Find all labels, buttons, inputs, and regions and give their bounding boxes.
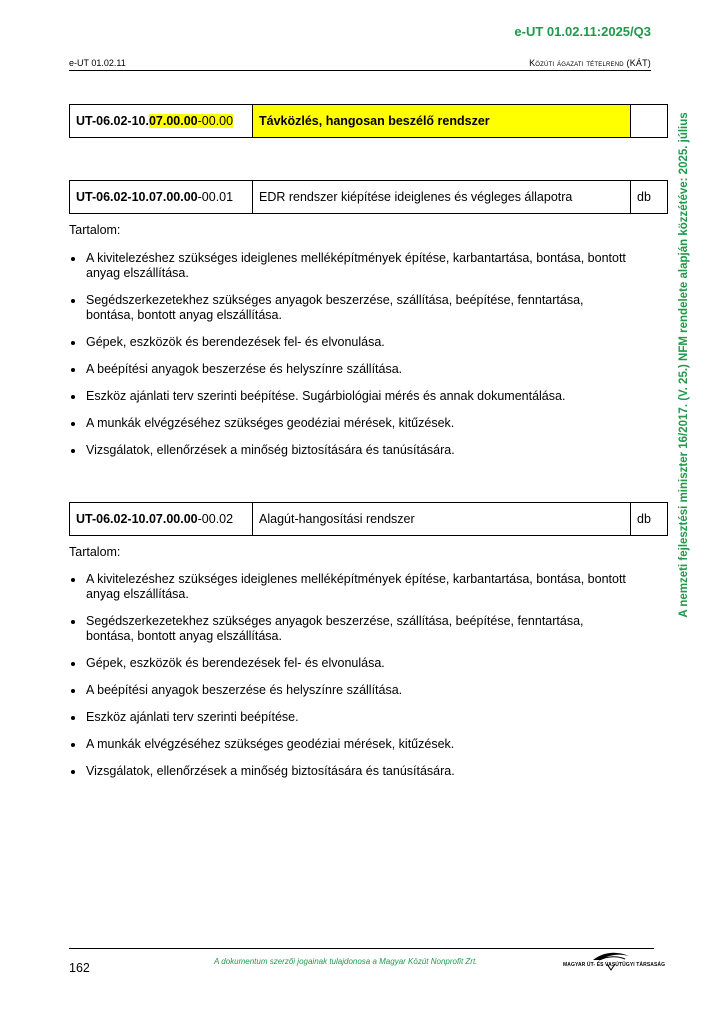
- group-unit-empty: [631, 105, 668, 138]
- header-doc-id: e-UT 01.02.11: [69, 58, 126, 68]
- tartalom-label: Tartalom:: [69, 223, 121, 237]
- copyright-notice: A dokumentum szerzői jogainak tulajdonosa a Magyar Közút Nonprofit Zrt.: [214, 957, 478, 966]
- header-title: Közúti ágazati tételrend (KÁT): [529, 58, 651, 68]
- list-item: A munkák elvégzéséhez szükséges geodéziai mérések, kitűzések.: [69, 737, 629, 752]
- list-item: A munkák elvégzéséhez szükséges geodéziai mérések, kitűzések.: [69, 416, 629, 431]
- item-unit: db: [631, 181, 668, 214]
- header-divider: [69, 70, 651, 71]
- item-bullet-list: [69, 572, 629, 791]
- item-bullet-list: [69, 251, 629, 470]
- list-item: A kivitelezéshez szükséges ideiglenes melléképítmények építése, karbantartása, bontása, bontott anyag elszállítása.: [69, 572, 629, 602]
- list-item: Eszköz ajánlati terv szerinti beépítése.: [69, 710, 629, 725]
- list-item: A beépítési anyagok beszerzése és helyszínre szállítása.: [69, 362, 629, 377]
- page-number: 162: [69, 961, 90, 975]
- list-item: Eszköz ajánlati terv szerinti beépítése. Sugárbiológiai mérés és annak dokumentálása.: [69, 389, 629, 404]
- list-item: Vizsgálatok, ellenőrzések a minőség biztosítására és tanúsítására.: [69, 443, 629, 458]
- item-heading-table: [69, 502, 668, 536]
- footer-divider: [69, 948, 654, 949]
- list-item: Gépek, eszközök és berendezések fel- és elvonulása.: [69, 335, 629, 350]
- document-code: e-UT 01.02.11:2025/Q3: [514, 24, 651, 39]
- organization-logo-icon: [563, 950, 655, 972]
- item-title: EDR rendszer kiépítése ideiglenes és végleges állapotra: [253, 181, 631, 214]
- list-item: Segédszerkezetekhez szükséges anyagok beszerzése, szállítása, beépítése, fenntartása, bontása, bontott anyag elszállítása.: [69, 614, 629, 644]
- publication-notice-text: A nemzeti fejlesztési miniszter 16/2017. (V. 25.) NFM rendelete alapján közzétéve: 2025. július: [678, 112, 690, 618]
- list-item: A kivitelezéshez szükséges ideiglenes melléképítmények építése, karbantartása, bontása, bontott anyag elszállítása.: [69, 251, 629, 281]
- list-item: Gépek, eszközök és berendezések fel- és elvonulása.: [69, 656, 629, 671]
- list-item: Segédszerkezetekhez szükséges anyagok beszerzése, szállítása, beépítése, fenntartása, bontása, bontott anyag elszállítása.: [69, 293, 629, 323]
- group-heading-table: [69, 104, 668, 138]
- logo-text: MAGYAR ÚT- ÉS VASÚTÜGYI TÁRSASÁG: [563, 962, 666, 968]
- list-item: Vizsgálatok, ellenőrzések a minőség biztosítására és tanúsítására.: [69, 764, 629, 779]
- item-code: UT-06.02-10.07.00.00-00.02: [70, 503, 253, 536]
- list-item: A beépítési anyagok beszerzése és helyszínre szállítása.: [69, 683, 629, 698]
- item-heading-table: [69, 180, 668, 214]
- item-code: UT-06.02-10.07.00.00-00.01: [70, 181, 253, 214]
- item-unit: db: [631, 503, 668, 536]
- group-title: Távközlés, hangosan beszélő rendszer: [253, 105, 631, 138]
- group-code: UT-06.02-10.07.00.00-00.00: [70, 105, 253, 138]
- item-title: Alagút-hangosítási rendszer: [253, 503, 631, 536]
- tartalom-label: Tartalom:: [69, 545, 121, 559]
